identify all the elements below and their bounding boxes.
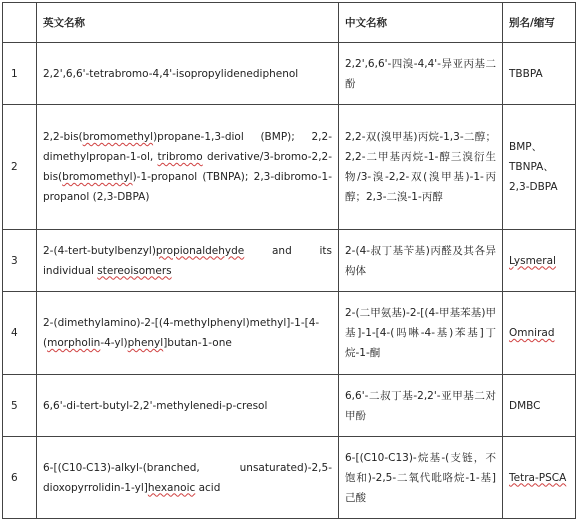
header-alias: 别名/缩写 — [503, 3, 576, 43]
spellcheck-word: tribromo — [157, 151, 203, 163]
header-chinese-name: 中文名称 — [339, 3, 503, 43]
table-row — [3, 105, 576, 230]
text-segment: -4-yl) — [100, 337, 128, 349]
table-row — [3, 437, 576, 519]
header-row — [3, 3, 576, 43]
english-name-cell — [37, 43, 339, 105]
text-segment: 2-(dimethylamino)-2-[(4-methylphenyl)methyl]-1-[4-( — [43, 317, 320, 349]
row-number: 6 — [3, 437, 37, 519]
english-name-cell — [37, 292, 339, 375]
text-segment: 2-(4-tert-butylbenzyl) — [43, 244, 156, 257]
english-name-cell — [37, 105, 339, 230]
spellcheck-word: Lysmeral — [509, 254, 556, 267]
substance-table — [2, 2, 576, 519]
alias-cell — [503, 292, 576, 375]
spellcheck-word: bromomethyl — [62, 171, 133, 183]
alias-cell — [503, 437, 576, 519]
text-segment: DMBC — [509, 399, 541, 412]
row-number: 3 — [3, 230, 37, 292]
spellcheck-word: Tetra-PSCA — [509, 471, 567, 484]
text-segment: and its individual — [43, 244, 332, 277]
spellcheck-word: Omnirad — [509, 327, 555, 339]
english-name-cell — [37, 230, 339, 292]
alias-cell — [503, 43, 576, 105]
english-name-cell — [37, 375, 339, 437]
alias-cell — [503, 105, 576, 230]
text-segment: 6-[(C10-C13)-alkyl-(branched, unsaturated)-2,5-dioxopyrrolidin-1-yl] — [43, 461, 332, 494]
chinese-name-cell: 2,2-双(溴甲基)丙烷-1,3-二醇；2,2-二甲基丙烷-1-醇三溴衍生物/3-溴-2,2-双(溴甲基)-1-丙醇；2,3-二溴-1-丙醇 — [339, 105, 503, 230]
text-segment: derivative/3-bromo-2,2-bis( — [43, 151, 332, 183]
row-number: 2 — [3, 105, 37, 230]
spellcheck-word: stereoisomers — [97, 264, 172, 277]
text-segment: 6,6'-di-tert-butyl-2,2'-methylenedi-p-cresol — [43, 399, 268, 412]
text-segment: TBBPA — [509, 67, 543, 80]
text-segment: )propane-1,3-diol (BMP); 2,2-dimethylpropan-1-ol, — [43, 131, 332, 163]
text-segment: ]butan-1-one — [163, 337, 232, 349]
table-row — [3, 230, 576, 292]
chinese-name-cell: 2-(二甲氨基)-2-[(4-甲基苯基)甲基]-1-[4-(吗啉-4-基)苯基]丁烷-1-酮 — [339, 292, 503, 375]
spellcheck-word: propionaldehyde — [155, 244, 245, 257]
chinese-name-cell: 6-[(C10-C13)-烷基-(支链，不饱和)-2,5-二氧代吡咯烷-1-基]己酸 — [339, 437, 503, 519]
chinese-name-cell: 6,6'-二叔丁基-2,2'-亚甲基二对甲酚 — [339, 375, 503, 437]
chinese-name-cell: 2,2',6,6'-四溴-4,4'-异亚丙基二酚 — [339, 43, 503, 105]
header-english-name: 英文名称 — [37, 3, 339, 43]
chinese-name-cell: 2-(4-叔丁基苄基)丙醛及其各异构体 — [339, 230, 503, 292]
table-row — [3, 43, 576, 105]
spellcheck-word: morpholin — [47, 337, 101, 349]
header-number — [3, 3, 37, 43]
alias-cell — [503, 230, 576, 292]
spellcheck-word: phenyl — [127, 337, 164, 349]
text-segment: BMP、TBNPA、2,3-DBPA — [509, 141, 558, 193]
table-row — [3, 292, 576, 375]
row-number: 1 — [3, 43, 37, 105]
text-segment: 2,2-bis( — [43, 131, 83, 143]
spellcheck-word: hexanoic — [147, 481, 196, 494]
text-segment: 2,2',6,6'-tetrabromo-4,4'-isopropylidenediphenol — [43, 67, 299, 80]
spellcheck-word: bromomethyl — [82, 131, 154, 143]
alias-cell — [503, 375, 576, 437]
row-number: 5 — [3, 375, 37, 437]
english-name-cell — [37, 437, 339, 519]
text-segment: )-1-propanol (TBNPA); 2,3-dibromo-1-propanol (2,3-DBPA) — [43, 171, 332, 203]
table-row — [3, 375, 576, 437]
row-number: 4 — [3, 292, 37, 375]
text-segment: acid — [195, 481, 221, 494]
